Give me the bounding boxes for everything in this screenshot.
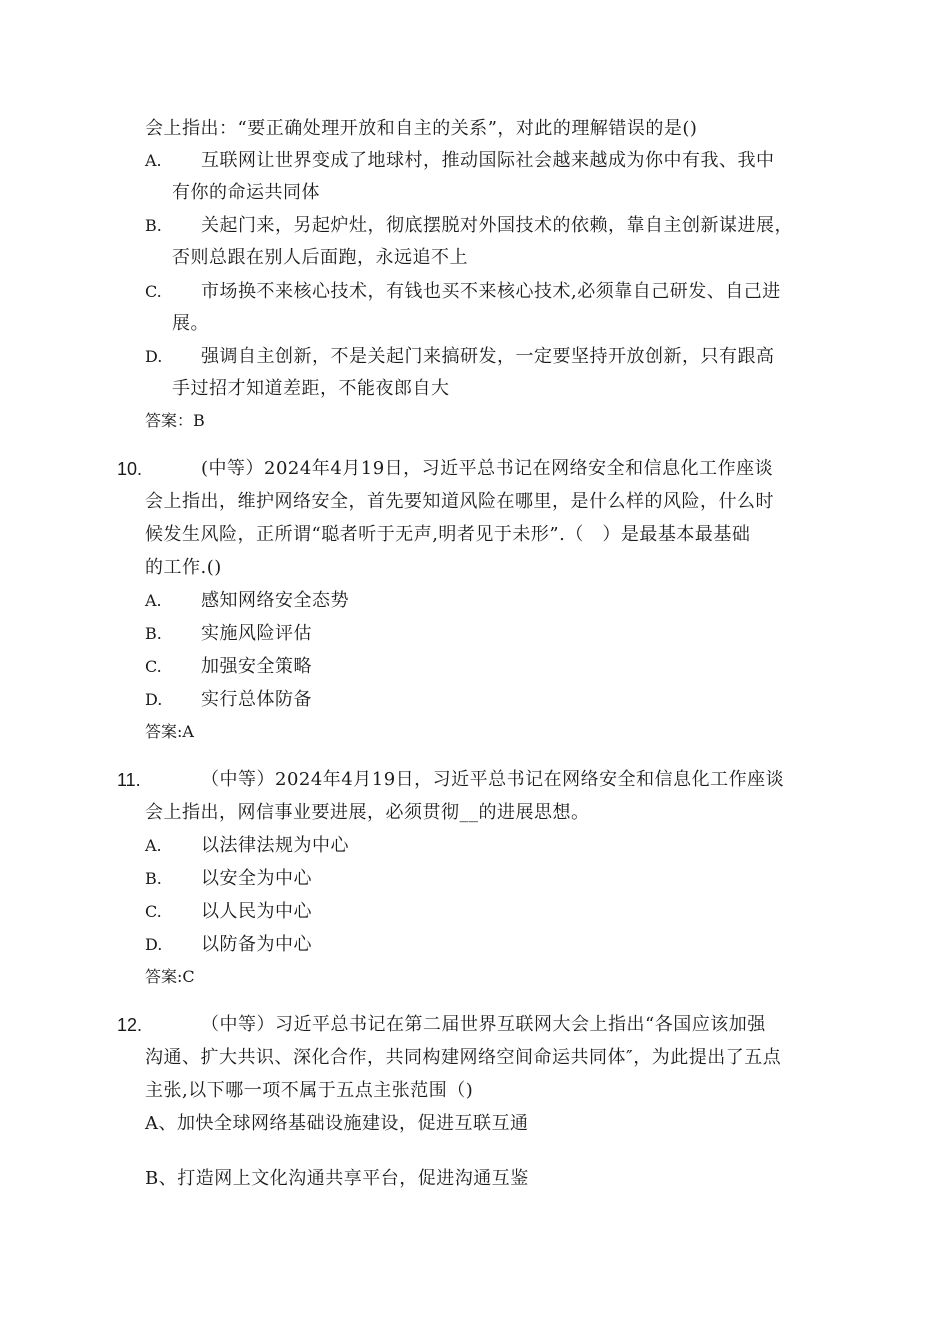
q12-option-b: B、打造网上文化沟通共享平台，促进沟通互鉴 — [145, 1168, 529, 1189]
q9-option-b-cont: 否则总跟在别人后面跑，永远追不上 — [172, 247, 468, 268]
q10-option-d-text: 实行总体防备 — [201, 689, 312, 710]
q10-answer: 答案:A — [145, 722, 194, 741]
q9-option-c-letter: C. — [145, 282, 162, 301]
q10-option-a-text: 感知网络安全态势 — [201, 590, 349, 611]
q9-option-d-cont: 手过招才知道差距，不能夜郎自大 — [172, 378, 450, 399]
q11-option-c-text: 以人民为中心 — [201, 901, 312, 922]
q9-option-c-cont: 展。 — [172, 313, 209, 334]
q9-option-a-letter: A. — [145, 151, 162, 170]
q11-number: 11. — [117, 770, 141, 790]
q12-option-a: A、加快全球网络基础设施建设，促进互联互通 — [145, 1113, 529, 1134]
q9-option-d-letter: D. — [145, 347, 163, 366]
q9-stem-tail: 会上指出：“要正确处理开放和自主的关系”，对此的理解错误的是() — [145, 118, 698, 139]
q10-stem-line-4: 的工作.() — [145, 557, 222, 578]
q9-option-a-cont: 有你的命运共同体 — [172, 182, 320, 203]
q10-stem-line-3: 候发生风险，正所谓“聪者听于无声,明者见于未形”.（ ）是最基本最基础 — [145, 524, 751, 545]
q11-option-a-text: 以法律法规为中心 — [201, 835, 349, 856]
q12-number: 12. — [117, 1015, 143, 1035]
q10-option-d-letter: D. — [145, 690, 163, 709]
q9-option-d-text: 强调自主创新，不是关起门来搞研发，一定要坚持开放创新，只有跟高 — [201, 346, 775, 367]
q9-option-b-text: 关起门来，另起炉灶，彻底摆脱对外国技术的依赖，靠自主创新谋进展， — [201, 215, 793, 236]
q10-option-b-letter: B. — [145, 624, 162, 643]
q10-option-c-letter: C. — [145, 657, 162, 676]
q11-option-b-text: 以安全为中心 — [201, 868, 312, 889]
q10-stem-line-1: (中等）2024年4月19日，习近平总书记在网络安全和信息化工作座谈 — [201, 458, 774, 479]
q12-stem-line-1: （中等）习近平总书记在第二届世界互联网大会上指出“各国应该加强 — [201, 1014, 766, 1035]
q10-option-b-text: 实施风险评估 — [201, 623, 312, 644]
q10-option-c-text: 加强安全策略 — [201, 656, 312, 677]
q10-option-a-letter: A. — [145, 591, 162, 610]
q10-stem-line-2: 会上指出，维护网络安全，首先要知道风险在哪里，是什么样的风险，什么时 — [145, 491, 774, 512]
q11-option-d-text: 以防备为中心 — [201, 934, 312, 955]
q10-number: 10. — [117, 459, 143, 479]
q9-answer: 答案：B — [145, 411, 205, 430]
q11-answer: 答案:C — [145, 967, 195, 986]
q11-option-a-letter: A. — [145, 836, 162, 855]
q9-option-c-text: 市场换不来核心技术，有钱也买不来核心技术,必须靠自己研发、自己进 — [201, 281, 781, 302]
q11-option-c-letter: C. — [145, 902, 162, 921]
q11-stem-line-2: 会上指出，网信事业要进展，必须贯彻__的进展思想。 — [145, 802, 590, 823]
q9-option-a-text: 互联网让世界变成了地球村，推动国际社会越来越成为你中有我、我中 — [201, 150, 775, 171]
q9-option-b-letter: B. — [145, 216, 162, 235]
q12-stem-line-2: 沟通、扩大共识、深化合作，共同构建网络空间命运共同体″，为此提出了五点 — [145, 1047, 782, 1068]
q11-stem-line-1: （中等）2024年4月19日，习近平总书记在网络安全和信息化工作座谈 — [201, 769, 785, 790]
q11-option-d-letter: D. — [145, 935, 163, 954]
q11-option-b-letter: B. — [145, 869, 162, 888]
q12-stem-line-3: 主张,以下哪一项不属于五点主张范围（) — [145, 1080, 474, 1101]
